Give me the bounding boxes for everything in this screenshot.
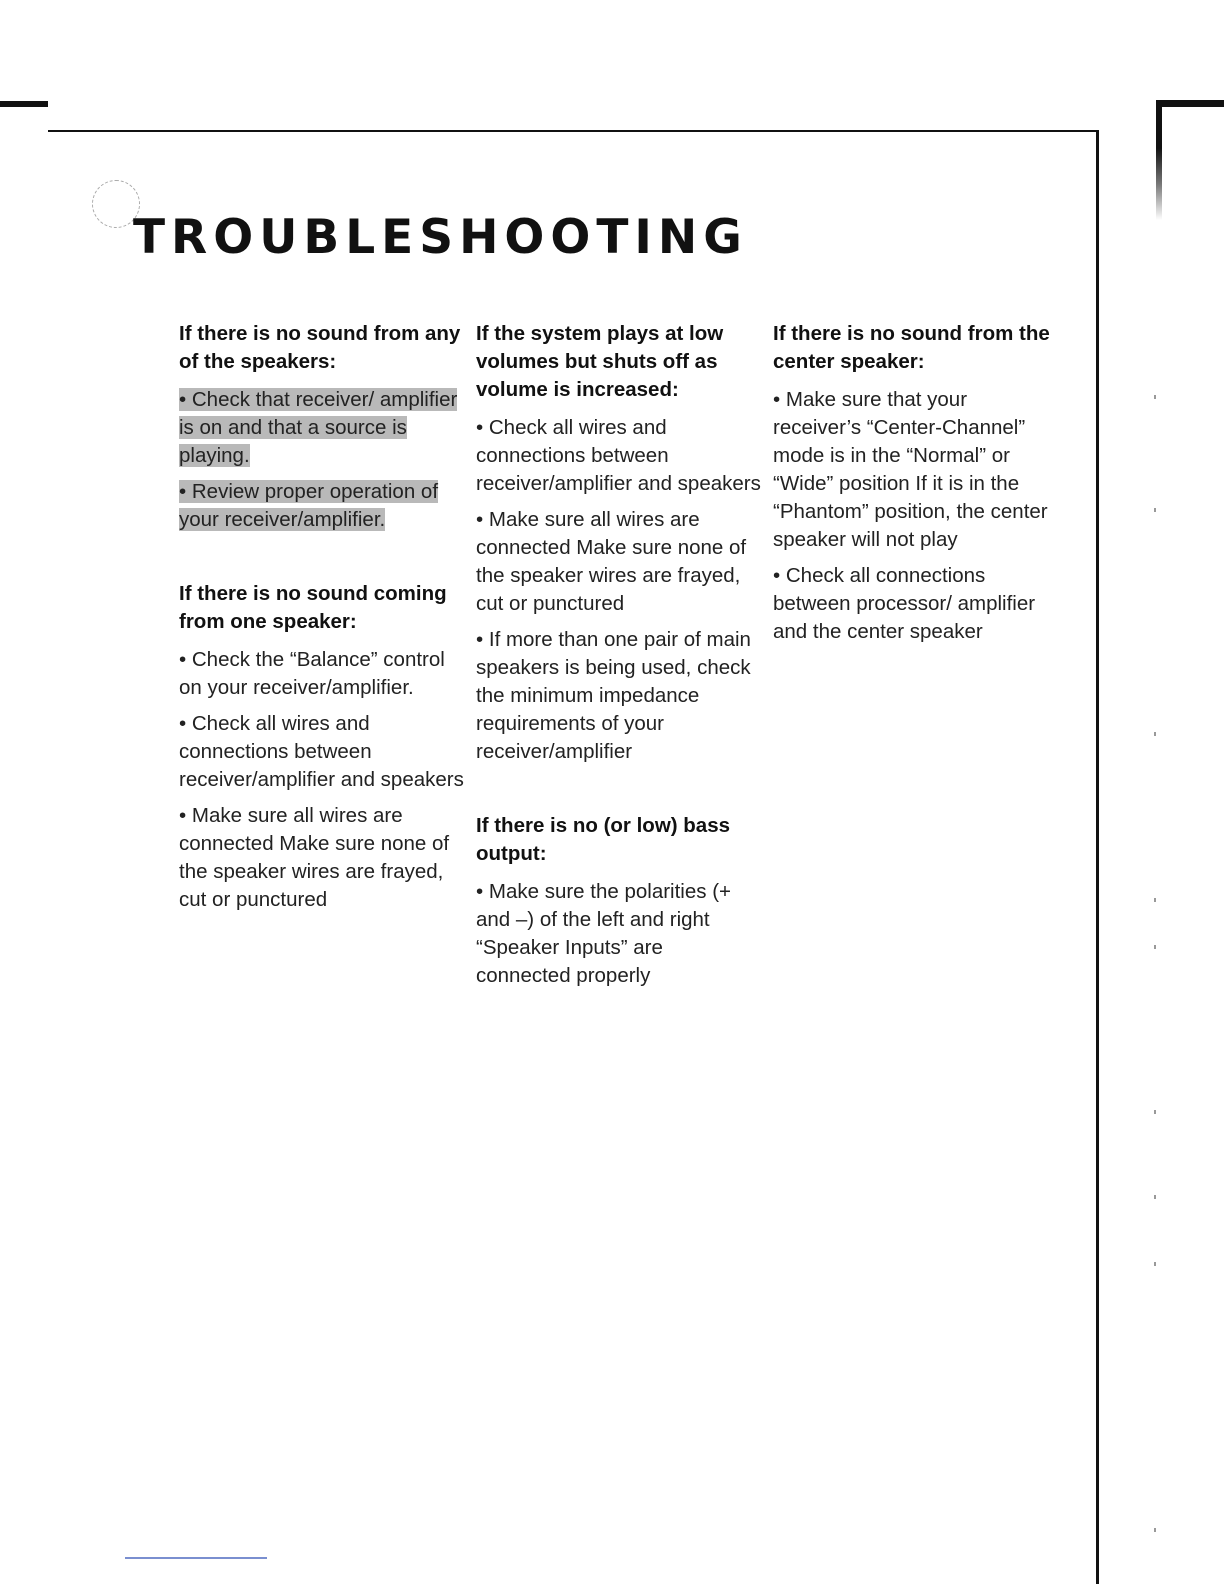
section-heading-no-center: If there is no sound from the center speaker:	[773, 322, 1050, 373]
bullet-center-channel-mode: • Make sure that your receiver’s “Center-Channel” mode is in the “Normal” or “Wide” position If it is in the “Phantom” position, the center speaker will not play	[773, 388, 1048, 551]
scan-speck	[1154, 732, 1156, 736]
bullet-wires-connected: • Make sure all wires are connected Make sure none of the speaker wires are frayed, cut or punctured	[179, 804, 450, 911]
column-left	[179, 320, 464, 922]
section-heading-low-volume: If the system plays at low volumes but shuts off as volume is increased:	[476, 322, 724, 401]
bullet-polarities: • Make sure the polarities (+ and –) of the left and right “Speaker Inputs” are connected properly	[476, 880, 731, 987]
bullet-check-wires: • Check all wires and connections between receiver/amplifier and speakers	[476, 416, 761, 495]
bottom-underline	[125, 1557, 267, 1559]
bullet-review-operation: • Review proper operation of your receiver/amplifier.	[179, 480, 439, 531]
bullet-wires-connected: • Make sure all wires are connected Make sure none of the speaker wires are frayed, cut or punctured	[476, 508, 747, 615]
top-rule	[48, 130, 1098, 132]
bullet-check-connections: • Check all connections between processor/ amplifier and the center speaker	[773, 564, 1036, 643]
corner-mark-vertical	[1156, 100, 1162, 220]
section-heading-no-sound-one: If there is no sound coming from one speaker:	[179, 582, 447, 633]
bullet-check-balance: • Check the “Balance” control on your receiver/amplifier.	[179, 648, 445, 699]
bullet-check-receiver-on: • Check that receiver/ amplifier is on and that a source is playing.	[179, 388, 458, 467]
bullet-impedance: • If more than one pair of main speakers is being used, check the minimum impedance requirements of your receiver/amplifier	[476, 628, 751, 763]
scan-speck	[1154, 395, 1156, 399]
scan-speck	[1154, 508, 1156, 512]
section-gap	[476, 774, 761, 812]
section-heading-no-sound-any: If there is no sound from any of the speakers:	[179, 322, 461, 373]
column-middle	[476, 320, 761, 998]
section-heading-no-bass: If there is no (or low) bass output:	[476, 814, 731, 865]
registration-mark	[0, 101, 48, 107]
scan-speck	[1154, 1195, 1156, 1199]
section-gap	[179, 542, 464, 580]
scan-speck	[1154, 945, 1156, 949]
page-title: TROUBLESHOOTING	[133, 210, 748, 265]
bullet-check-wires: • Check all wires and connections between receiver/amplifier and speakers	[179, 712, 464, 791]
right-rule	[1096, 130, 1099, 1584]
corner-mark-horizontal	[1156, 100, 1224, 107]
column-right	[773, 320, 1058, 654]
scan-speck	[1154, 1110, 1156, 1114]
scan-speck	[1154, 1528, 1156, 1532]
scan-speck	[1154, 1262, 1156, 1266]
scan-speck	[1154, 898, 1156, 902]
